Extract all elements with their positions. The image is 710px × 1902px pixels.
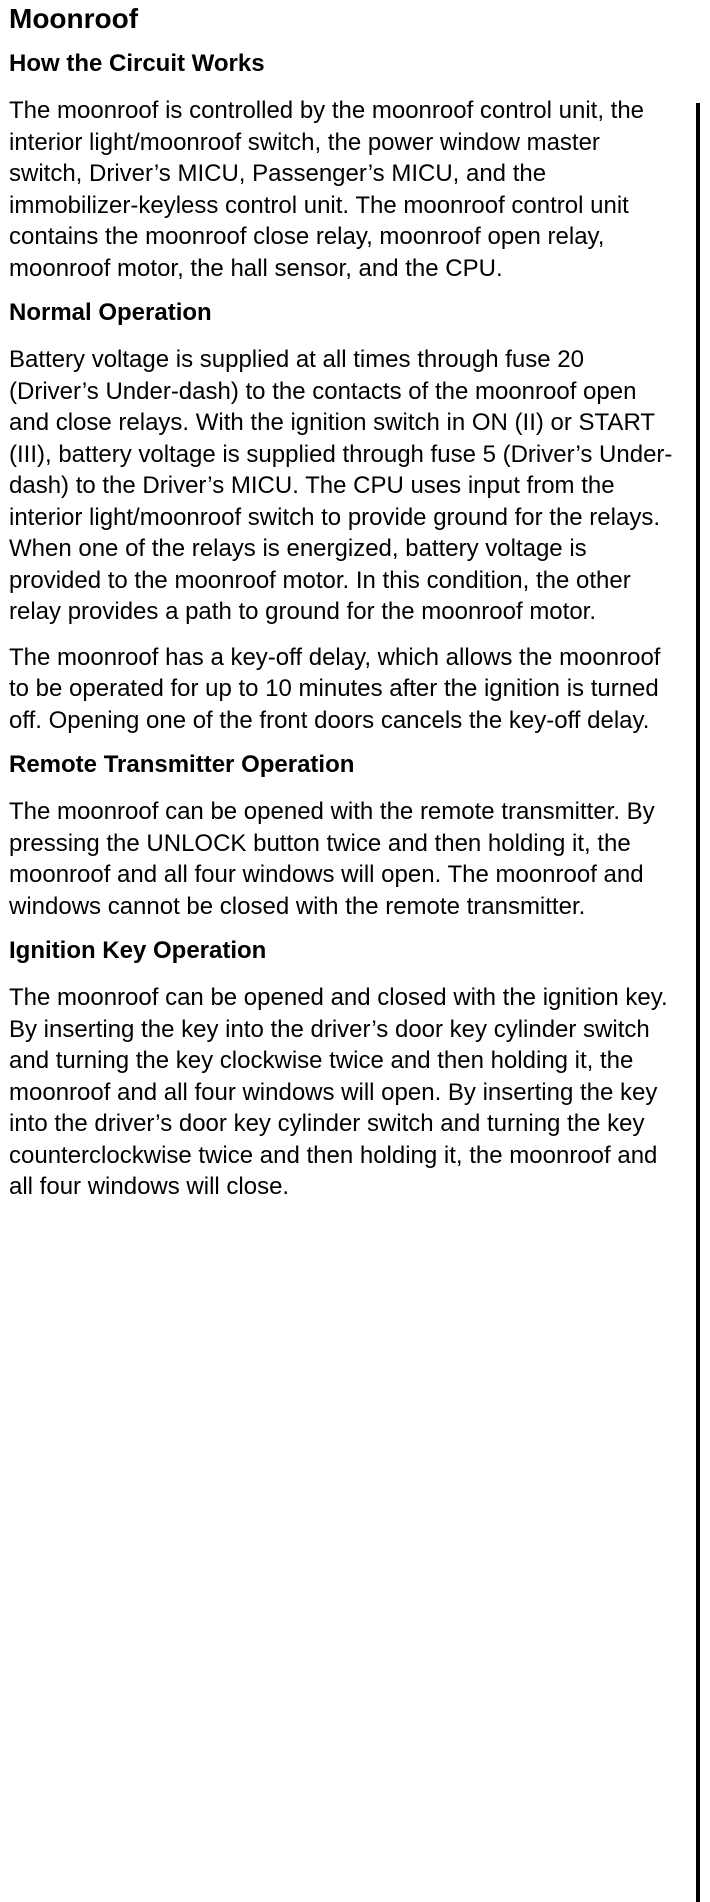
section-heading: Remote Transmitter Operation [9, 751, 355, 778]
section-ignition-key-operation [9, 936, 679, 1203]
section-heading: How the Circuit Works [9, 50, 265, 77]
section-remote-transmitter-operation [9, 750, 679, 922]
paragraph: Battery voltage is supplied at all times through fuse 20 (Driver’s Under-dash) to the contacts of the moonroof open and close relays. With the ignition switch in ON (II) or START (III), battery voltage is supplied through fuse 5 (Driver’s Under-dash) to the Driver’s MICU. The CPU uses input from the interior light/moonroof switch to provide ground for the relays. When one of the relays is energized, battery voltage is provided to the moonroof motor. In this condition, the other relay provides a path to ground for the moonroof motor. [9, 346, 673, 625]
paragraph: The moonroof can be opened with the remote transmitter. By pressing the UNLOCK button twice and then holding it, the moonroof and all four windows will open. The moonroof and windows cannot be closed with the remote transmitter. [9, 798, 655, 920]
change-bar [696, 103, 700, 1902]
section-normal-operation [9, 298, 679, 736]
paragraph: The moonroof is controlled by the moonroof control unit, the interior light/moonroof switch, the power window master switch, Driver’s MICU, Passenger’s MICU, and the immobilizer-keyless control unit. The moonroof control unit contains the moonroof close relay, moonroof open relay, moonroof motor, the hall sensor, and the CPU. [9, 97, 645, 282]
paragraph: The moonroof has a key-off delay, which allows the moonroof to be operated for up to 10 minutes after the ignition is turned off. Opening one of the front doors cancels the key-off delay. [9, 643, 661, 734]
section-how-circuit-works [9, 49, 679, 284]
section-heading: Normal Operation [9, 299, 212, 326]
page-title: Moonroof [9, 3, 139, 34]
section-heading: Ignition Key Operation [9, 937, 267, 964]
document-page [9, 0, 679, 1217]
paragraph: The moonroof can be opened and closed with the ignition key. By inserting the key into the driver’s door key cylinder switch and turning the key clockwise twice and then holding it, the moonroof and all four windows will open. By inserting the key into the driver’s door key cylinder switch and turning the key counterclockwise twice and then holding it, the moonroof and all four windows will close. [9, 984, 668, 1200]
